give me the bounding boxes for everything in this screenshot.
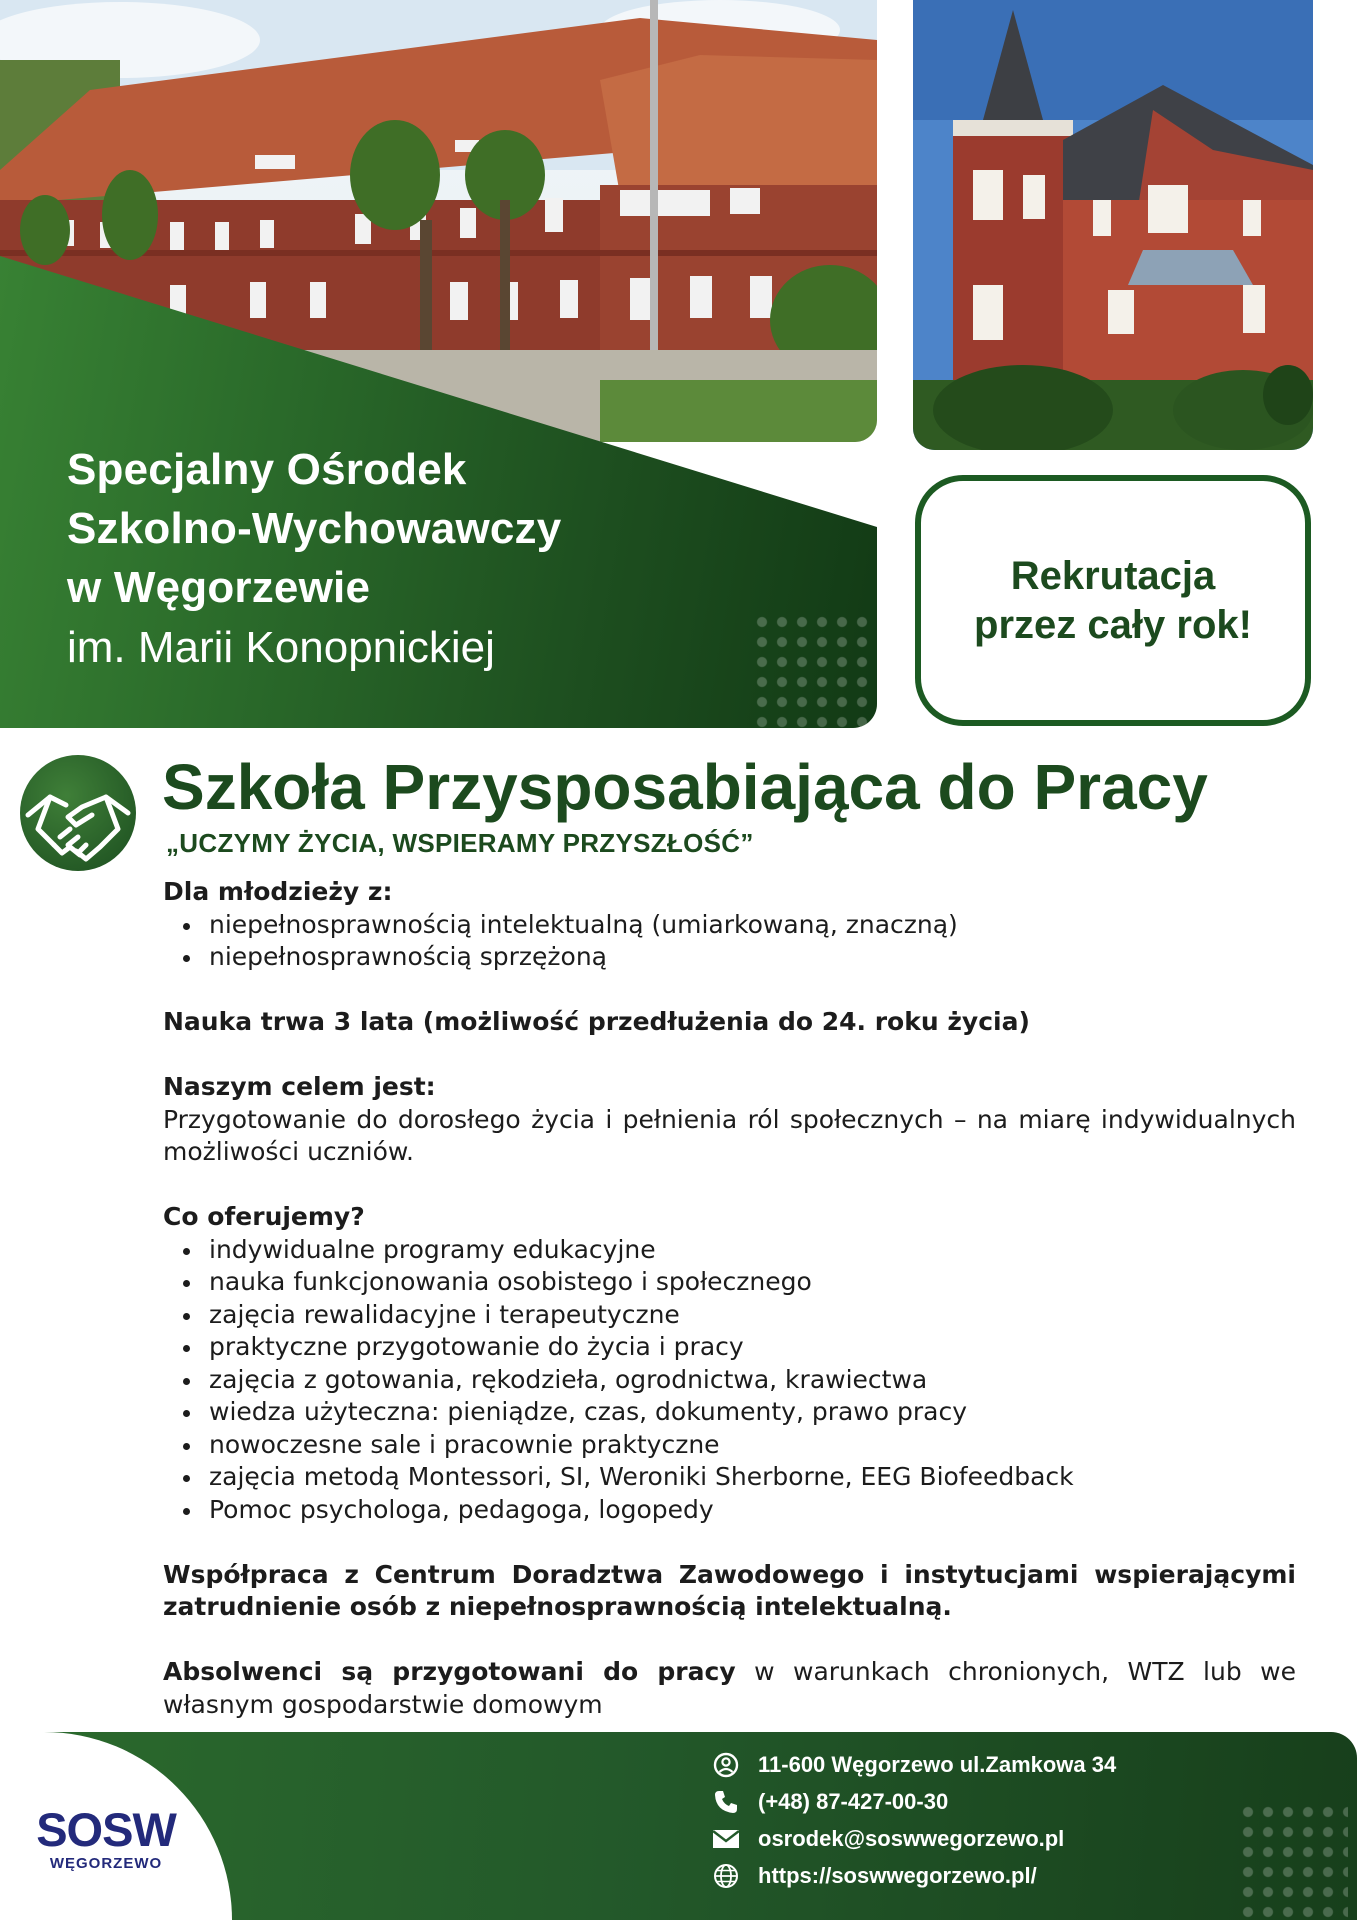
main-heading: Szkoła Przysposabiająca do Pracy (162, 751, 1208, 823)
institution-patron: im. Marii Konopnickiej (67, 623, 495, 672)
phone-row (712, 1783, 1232, 1820)
list-item: zajęcia z gotowania, rękodzieła, ogrodnictwa, krawiectwa (163, 1364, 1296, 1397)
globe-icon (712, 1862, 740, 1890)
goal-heading: Naszym celem jest: (163, 1072, 436, 1101)
location-icon (712, 1751, 740, 1779)
contact-info (712, 1746, 1232, 1894)
institution-name-line3: w Węgorzewie (67, 563, 371, 612)
cooperation-text: Współpraca z Centrum Doradztwa Zawodowego i instytucjami wspierającymi zatrudnienie osób z niepełnosprawnością intelektualną. (163, 1559, 1296, 1621)
goal-text: Przygotowanie do dorosłego życia i pełnienia ról społecznych – na miarę indywidualnych możliwości uczniów. (163, 1104, 1296, 1166)
for-youth-heading: Dla młodzieży z: (163, 877, 393, 906)
graduates-rest: w warunkach chronionych, WTZ lub we własnym gospodarstwie domowym (163, 1657, 1296, 1719)
address-text: 11-600 Węgorzewo ul.Zamkowa 34 (758, 1751, 1117, 1777)
sosw-logo (26, 1803, 186, 1886)
list-item: niepełnosprawnością intelektualną (umiarkowaną, znaczną) (163, 909, 1296, 942)
handshake-icon (20, 755, 136, 871)
content-body (163, 876, 1296, 1721)
phone-icon (712, 1788, 740, 1816)
for-youth-list (163, 909, 1296, 974)
mail-icon (712, 1825, 740, 1853)
duration-text: Nauka trwa 3 lata (możliwość przedłużenia do 24. roku życia) (163, 1007, 1030, 1036)
recruitment-line1: Rekrutacja (1010, 553, 1216, 598)
list-item: praktyczne przygotowanie do życia i pracy (163, 1331, 1296, 1364)
list-item: zajęcia metodą Montessori, SI, Weroniki Sherborne, EEG Biofeedback (163, 1461, 1296, 1494)
list-item: nowoczesne sale i pracownie praktyczne (163, 1429, 1296, 1462)
institution-name-line1: Specjalny Ośrodek (67, 445, 467, 494)
motto: „UCZYMY ŻYCIA, WSPIERAMY PRZYSZŁOŚĆ” (166, 828, 754, 858)
address-row (712, 1746, 1232, 1783)
logo-subtitle: WĘGORZEWO (49, 1855, 163, 1872)
website-link[interactable]: https://soswwegorzewo.pl/ (758, 1862, 1037, 1888)
recruitment-box (915, 475, 1311, 726)
website-row (712, 1857, 1232, 1894)
offer-list (163, 1234, 1296, 1527)
list-item: nauka funkcjonowania osobistego i społecznego (163, 1266, 1296, 1299)
list-item: zajęcia rewalidacyjne i terapeutyczne (163, 1299, 1296, 1332)
phone-link[interactable]: (+48) 87-427-00-30 (758, 1788, 949, 1814)
list-item: niepełnosprawnością sprzężoną (163, 941, 1296, 974)
decorative-dots (1238, 1802, 1348, 1920)
list-item: Pomoc psychologa, pedagoga, logopedy (163, 1494, 1296, 1527)
list-item: wiedza użyteczna: pieniądze, czas, dokumenty, prawo pracy (163, 1396, 1296, 1429)
email-link[interactable]: osrodek@soswwegorzewo.pl (758, 1825, 1065, 1851)
graduates-bold: Absolwenci są przygotowani do pracy (163, 1657, 736, 1686)
villa-building-photo (913, 0, 1313, 450)
email-row (712, 1820, 1232, 1857)
institution-name-line2: Szkolno-Wychowawczy (67, 504, 562, 553)
institution-name (67, 440, 807, 679)
offer-heading: Co oferujemy? (163, 1202, 365, 1231)
recruitment-line2: przez cały rok! (974, 602, 1252, 647)
logo-word: SOSW (36, 1803, 176, 1856)
list-item: indywidualne programy edukacyjne (163, 1234, 1296, 1267)
graduates-text (163, 1656, 1296, 1721)
